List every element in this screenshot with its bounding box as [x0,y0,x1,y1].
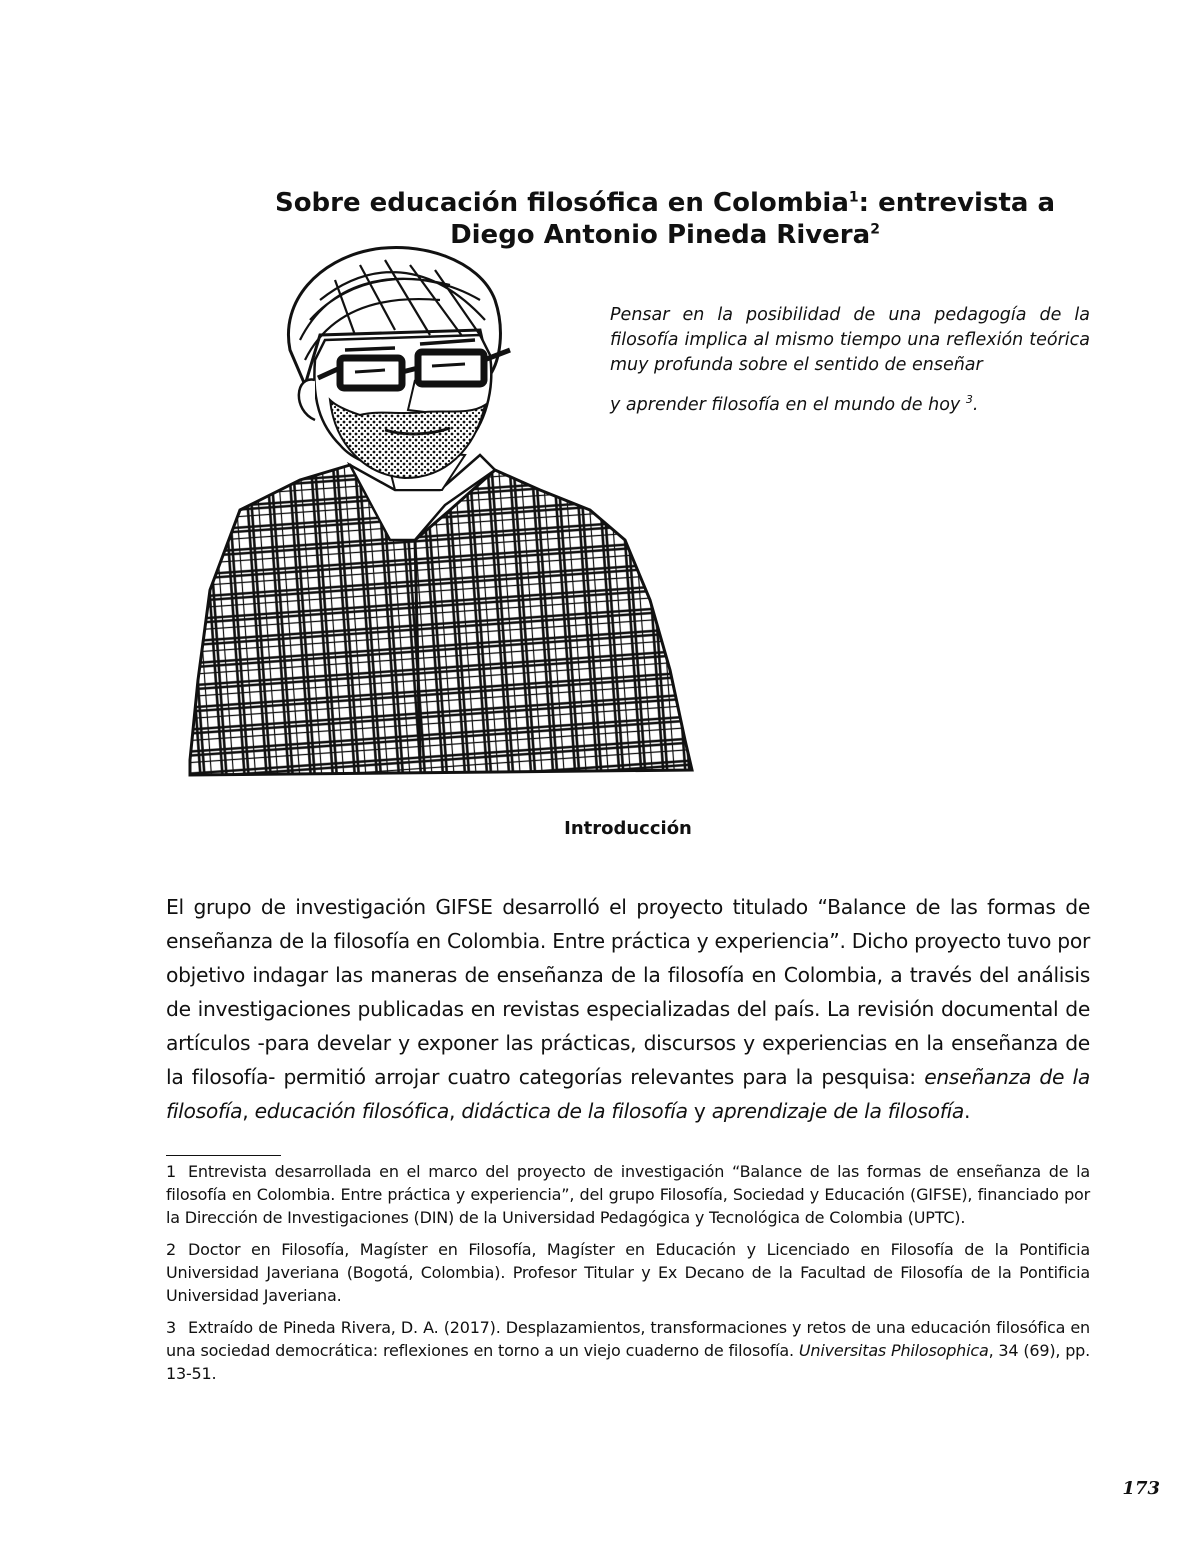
epigraph-last-line-text: y aprender filosofía en el mundo de hoy [610,394,961,415]
title-part2: : entrevista a [858,188,1056,219]
separator-1: , [242,1099,255,1124]
title-part1: Sobre educación filosófica en Colombia [274,188,849,219]
footnote-3-rest: , 34 (69), pp. 13-51. [166,1341,1091,1383]
footnote-2-text: Doctor en Filosofía, Magíster en Filosofía, Magíster en Educación y Licenciado en Filosofía de la Pontificia Universidad Javeriana (Bogotá, Colombia). Profesor Titular y Ex Decano de la Facultad de Filosofía de la Pontificia Universidad Javeriana. [166,1240,1090,1305]
epigraph-last-line [610,387,1090,418]
footnote-2 [166,1238,1090,1307]
footnote-1-number: 1 [166,1162,176,1181]
page-number: 173 [1122,1478,1160,1499]
footnotes [166,1160,1090,1394]
epigraph-end: . [972,394,979,415]
epigraph-text: Pensar en la posibilidad de una pedagogía de la filosofía implica al mismo tiempo una reflexión teórica muy profunda sobre el sentido de enseñar [610,305,1090,375]
footnote-3 [166,1316,1090,1385]
epigraph-footnote-ref[interactable]: 3 [965,393,973,406]
section-heading: Introducción [564,817,692,839]
category-3: didáctica de la filosofía [461,1099,688,1124]
separator-2: , [449,1099,462,1124]
body-end: . [964,1099,971,1124]
footnote-3-number: 3 [166,1318,176,1337]
title-footnote-ref-1[interactable]: 1 [848,189,859,206]
epigraph [610,303,1090,418]
footnote-1-text: Entrevista desarrollada en el marco del proyecto de investigación “Balance de las formas de enseñanza de la filosofía en Colombia. Entre práctica y experiencia”, del grupo Filosofía, Sociedad y Educación (GIFSE), financiado por la Dirección de Investigaciones (DIN) de la Universidad Pedagógica y Tecnológica de Colombia (UPTC). [166,1162,1090,1227]
title-footnote-ref-2[interactable]: 2 [870,221,880,238]
footnote-3-text: Extraído de Pineda Rivera, D. A. (2017). Desplazamientos, transformaciones y retos de una educación filosófica en una sociedad democrática: reflexiones en torno a un viejo cuaderno de filosofía. [166,1318,1090,1360]
footnote-3-journal: Universitas Philosophica [798,1341,989,1360]
title-line2: Diego Antonio Pineda Rivera [450,220,871,251]
footnote-rule [166,1155,281,1156]
footnote-1 [166,1160,1090,1229]
category-4: aprendizaje de la filosofía [711,1099,965,1124]
footnote-2-number: 2 [166,1240,176,1259]
category-1: enseñanza de la filosofía [166,1065,1090,1124]
conjunction: y [687,1099,712,1124]
body-paragraph [166,890,1090,1128]
body-intro: El grupo de investigación GIFSE desarrolló el proyecto titulado “Balance de las formas de enseñanza de la filosofía en Colombia. Entre práctica y experiencia”. Dicho proyecto tuvo por objetivo indagar las maneras de enseñanza de la filosofía en Colombia, a través del análisis de investigaciones publicadas en revistas especializadas del país. La revisión documental de artículos -para develar y exponer las prácticas, discursos y experiencias en la enseñanza de la filosofía- permitió arrojar cuatro categorías relevantes para la pesquisa: [166,895,1090,1090]
category-2: educación filosófica [254,1099,450,1124]
